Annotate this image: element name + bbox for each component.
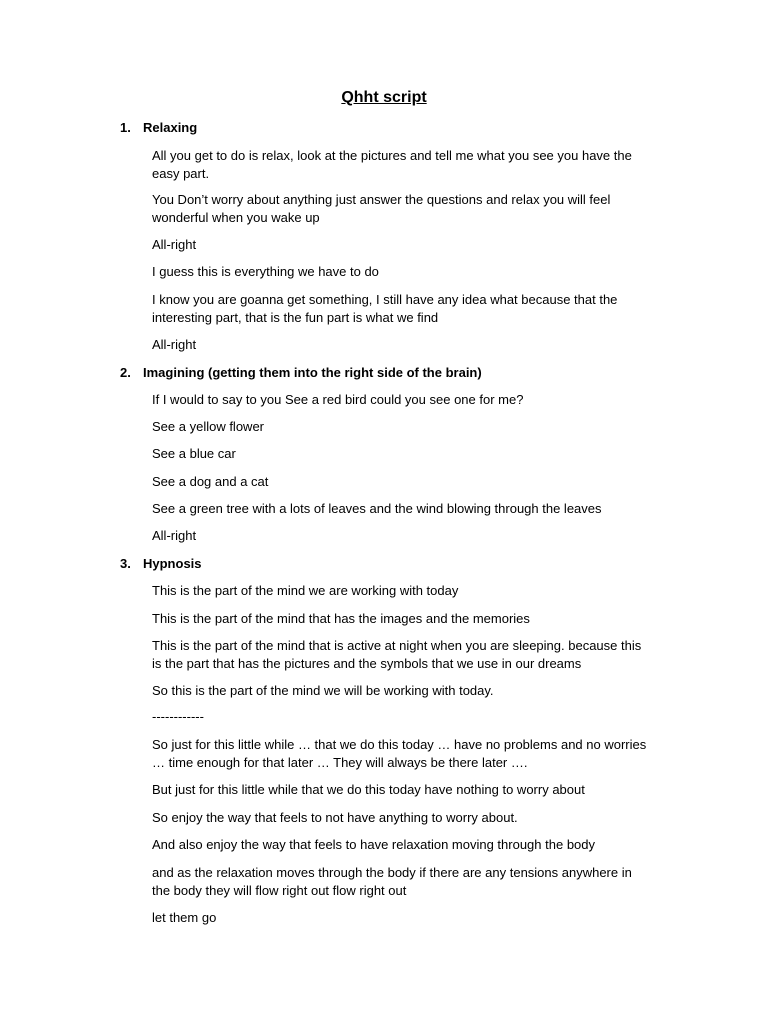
paragraph: So enjoy the way that feels to not have anything to worry about. (152, 810, 518, 825)
paragraph: All-right (152, 337, 197, 352)
section-title: Relaxing (143, 120, 198, 135)
paragraph: You Don’t worry about anything just answer the questions and relax you will feel wonderful when you wake up (152, 192, 611, 225)
paragraph: I know you are goanna get something, I still have any idea what because that the interesting part, that is the fun part is what we find (152, 292, 618, 325)
paragraph: All you get to do is relax, look at the pictures and tell me what you see you have the easy part. (152, 148, 632, 181)
paragraph: See a green tree with a lots of leaves and the wind blowing through the leaves (152, 501, 602, 516)
paragraph: So this is the part of the mind we will be working with today. (152, 683, 494, 698)
paragraph: See a blue car (152, 446, 236, 461)
paragraph: If I would to say to you See a red bird could you see one for me? (152, 392, 524, 407)
paragraph: This is the part of the mind that has the images and the memories (152, 611, 530, 626)
paragraph: See a yellow flower (152, 419, 264, 434)
paragraph: See a dog and a cat (152, 474, 269, 489)
section-number: 3. (120, 556, 131, 571)
paragraph: This is the part of the mind that is active at night when you are sleeping. because this is the part that has the pictures and the symbols that we use in our dreams (152, 638, 642, 671)
separator-line: ------------ (152, 709, 204, 724)
paragraph: But just for this little while that we do this today have nothing to worry about (152, 782, 585, 797)
section-number: 2. (120, 365, 131, 380)
document-title: Qhht script (341, 89, 427, 106)
section-title: Imagining (getting them into the right side of the brain) (143, 365, 482, 380)
paragraph: and as the relaxation moves through the body if there are any tensions anywhere in the body they will flow right out flow right out (152, 865, 632, 898)
paragraph: And also enjoy the way that feels to have relaxation moving through the body (152, 837, 596, 852)
section-heading-relaxing (120, 119, 197, 136)
section-heading-hypnosis (120, 555, 202, 572)
paragraph: So just for this little while … that we do this today … have no problems and no worries … time enough for that later … They will always be there later …. (152, 737, 647, 770)
paragraph: let them go (152, 910, 217, 925)
paragraph: This is the part of the mind we are working with today (152, 583, 459, 598)
section-title: Hypnosis (143, 556, 202, 571)
paragraph: I guess this is everything we have to do (152, 264, 379, 279)
section-heading-imagining (120, 364, 482, 381)
paragraph: All-right (152, 237, 197, 252)
section-number: 1. (120, 120, 131, 135)
paragraph: All-right (152, 528, 197, 543)
